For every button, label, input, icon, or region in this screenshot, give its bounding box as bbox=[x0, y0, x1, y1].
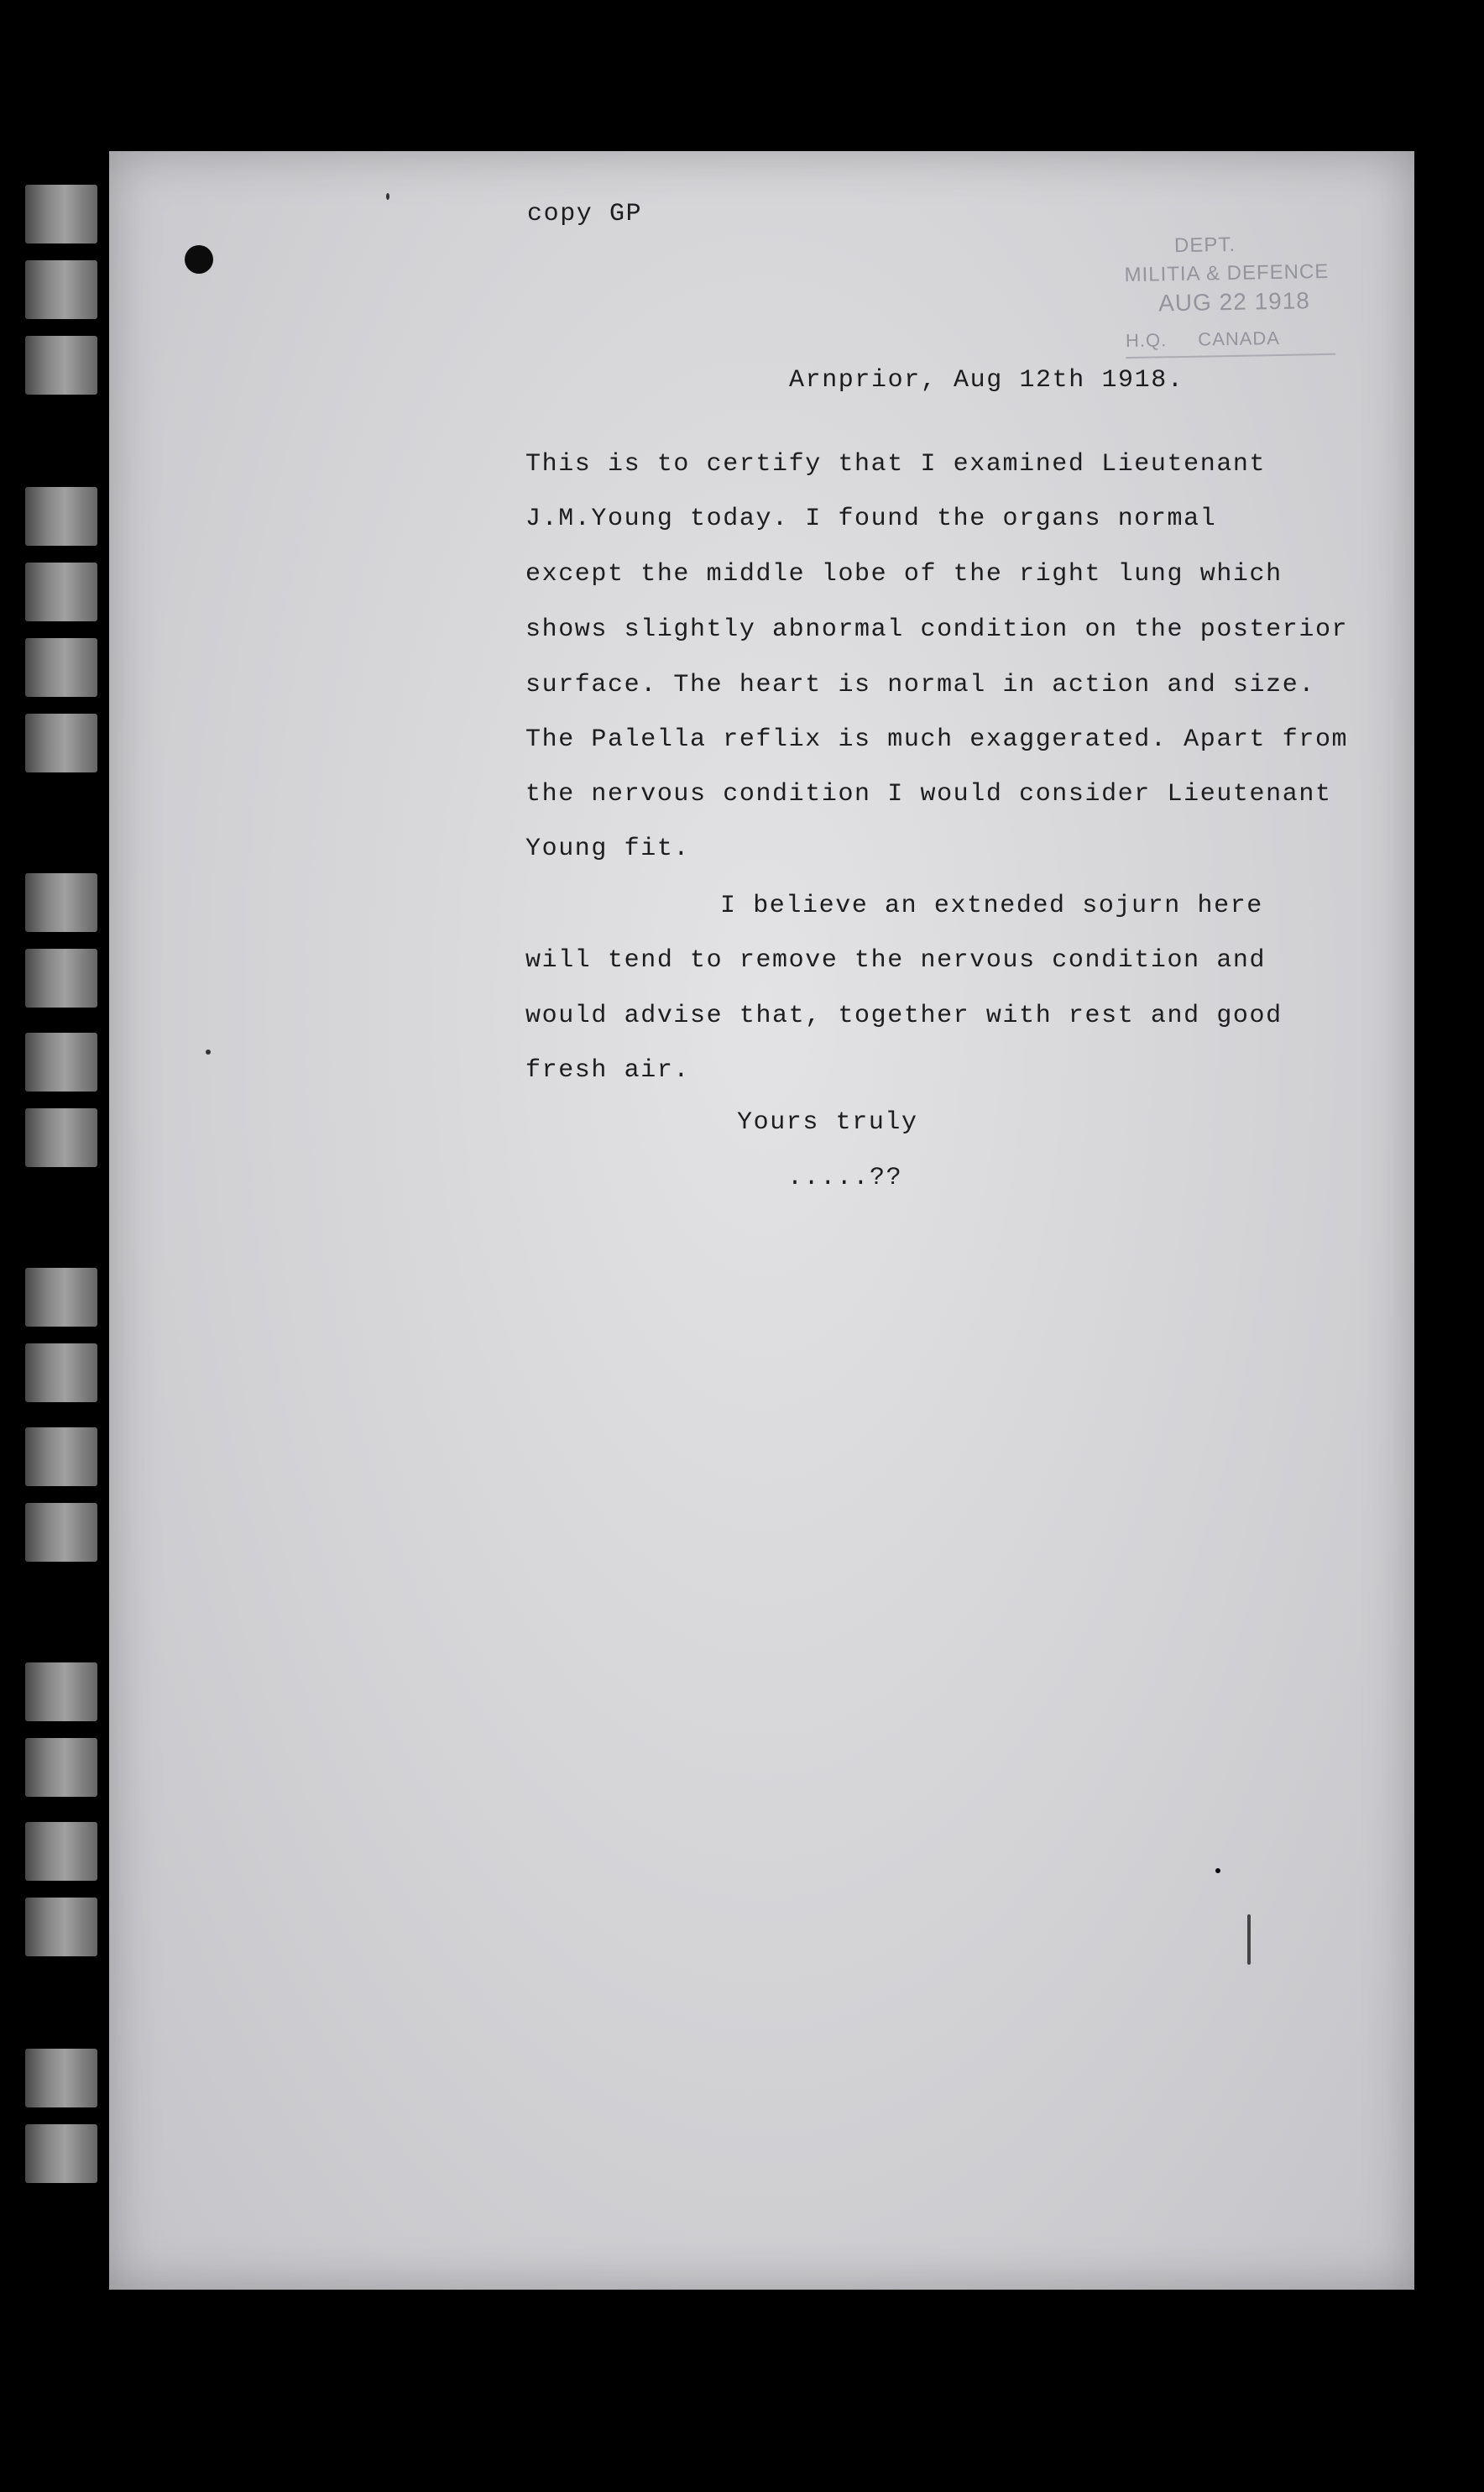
body-line: shows slightly abnormal condition on the posterior bbox=[525, 615, 1349, 644]
sprocket-hole bbox=[25, 1268, 97, 1327]
sprocket-hole bbox=[25, 1738, 97, 1797]
sprocket-hole bbox=[25, 1108, 97, 1167]
ink-speck bbox=[1215, 1868, 1220, 1873]
sprocket-hole bbox=[25, 563, 97, 621]
stamp-dept: DEPT. bbox=[1173, 233, 1236, 258]
sprocket-hole bbox=[25, 1343, 97, 1402]
sprocket-hole bbox=[25, 185, 97, 243]
stamp-date: AUG 22 1918 bbox=[1157, 287, 1311, 317]
letter-closing: Yours truly bbox=[737, 1108, 918, 1137]
film-strip-sprockets bbox=[25, 168, 97, 2225]
stamp-canada: CANADA bbox=[1198, 327, 1281, 350]
body-line: surface. The heart is normal in action and size. bbox=[525, 671, 1315, 699]
sprocket-hole bbox=[25, 2124, 97, 2183]
stamp-hq bbox=[1126, 323, 1336, 359]
ink-speck bbox=[206, 1050, 211, 1055]
sprocket-hole bbox=[25, 1898, 97, 1956]
received-stamp bbox=[1124, 229, 1336, 359]
sprocket-hole bbox=[25, 873, 97, 932]
body-line: J.M.Young today. I found the organs normal bbox=[525, 505, 1217, 533]
body-line: except the middle lobe of the right lung which bbox=[525, 560, 1283, 589]
copy-reference: copy GP bbox=[527, 200, 643, 228]
ink-spot bbox=[185, 245, 213, 274]
body-line: the nervous condition I would consider Lieutenant bbox=[525, 780, 1332, 809]
sprocket-hole bbox=[25, 714, 97, 772]
body-line-indented: I believe an extneded sojurn here bbox=[720, 892, 1263, 920]
sprocket-hole bbox=[25, 336, 97, 395]
stamp-hq-label: H.Q. bbox=[1125, 329, 1168, 352]
body-line: Young fit. bbox=[525, 835, 691, 863]
sprocket-hole bbox=[25, 1662, 97, 1721]
letter-dateline: Arnprior, Aug 12th 1918. bbox=[789, 366, 1184, 395]
ink-speck bbox=[386, 193, 389, 200]
sprocket-hole bbox=[25, 1033, 97, 1092]
body-line: This is to certify that I examined Lieutenant bbox=[525, 450, 1267, 479]
sprocket-hole bbox=[25, 487, 97, 546]
sprocket-hole bbox=[25, 1503, 97, 1562]
sprocket-hole bbox=[25, 638, 97, 697]
pencil-mark bbox=[1247, 1914, 1251, 1965]
sprocket-hole bbox=[25, 260, 97, 319]
sprocket-hole bbox=[25, 1822, 97, 1881]
stamp-militia: MILITIA & DEFENCE bbox=[1124, 259, 1330, 287]
letter-signature: .....?? bbox=[787, 1164, 903, 1192]
body-line: will tend to remove the nervous condition and bbox=[525, 946, 1267, 975]
sprocket-hole bbox=[25, 1427, 97, 1486]
sprocket-hole bbox=[25, 949, 97, 1008]
body-line: would advise that, together with rest and good bbox=[525, 1002, 1283, 1030]
sprocket-hole bbox=[25, 2049, 97, 2107]
body-line: The Palella reflix is much exaggerated. Apart from bbox=[525, 725, 1349, 754]
body-line: fresh air. bbox=[525, 1056, 691, 1085]
